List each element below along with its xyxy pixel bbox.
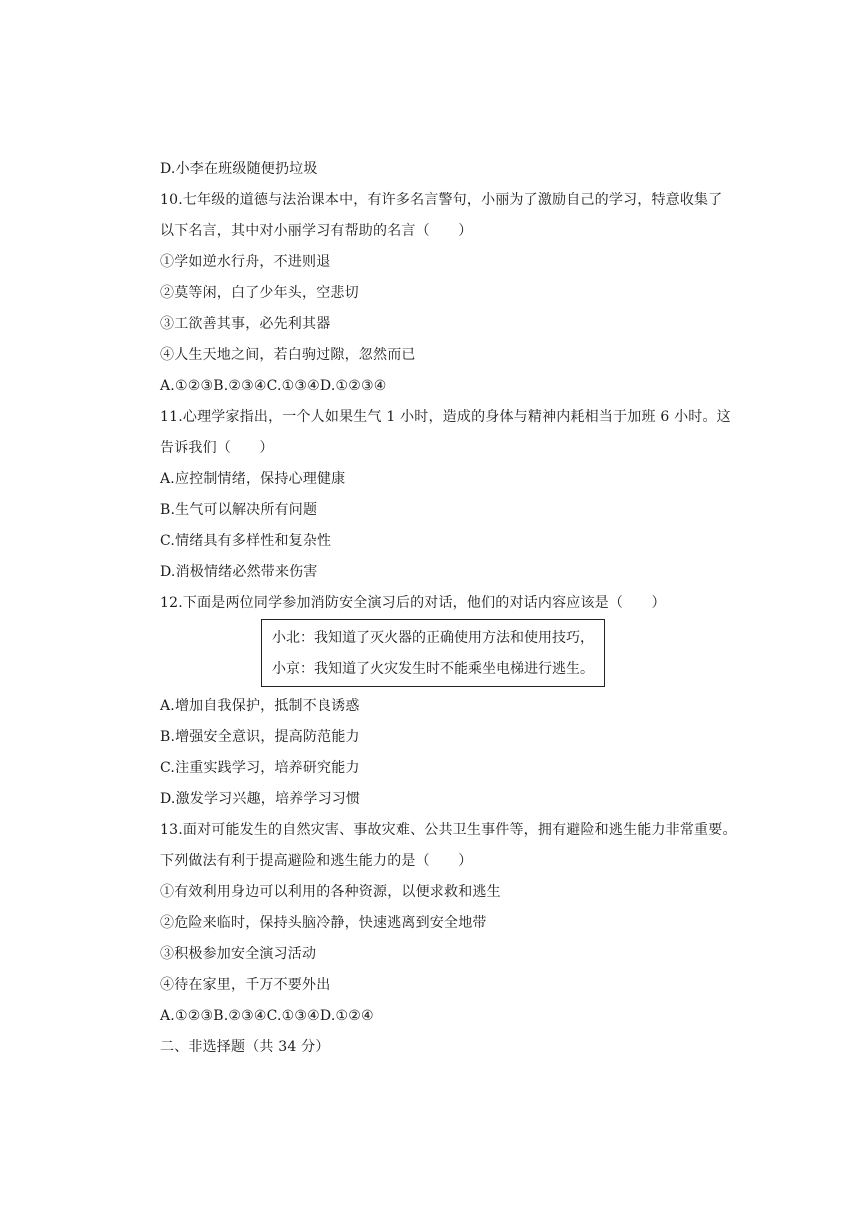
question-12-stem: 12.下面是两位同学参加消防安全演习后的对话，他们的对话内容应该是（ ） (160, 595, 666, 611)
dialog-line-xiaojing: 小京：我知道了火灾发生时不能乘坐电梯进行逃生。 (272, 661, 594, 677)
question-10-stem-cont: 以下名言，其中对小丽学习有帮助的名言（ ） (160, 223, 473, 239)
q13-options: A.①②③B.②③④C.①③④D.①②④ (160, 1008, 374, 1024)
option-d-q9: D.小李在班级随便扔垃圾 (160, 161, 318, 177)
question-11-stem-cont: 告诉我们（ ） (160, 440, 274, 456)
q13-item-4: ④待在家里，千万不要外出 (160, 977, 331, 993)
q12-option-c: C.注重实践学习，培养研究能力 (160, 760, 360, 776)
q13-item-3: ③积极参加安全演习活动 (160, 946, 317, 962)
dialog-box (261, 619, 605, 687)
question-13-stem: 13.面对可能发生的自然灾害、事故灾难、公共卫生事件等，拥有避险和逃生能力非常重要。 (160, 822, 737, 838)
q10-item-4: ④人生天地之间，若白驹过隙，忽然而已 (160, 347, 416, 363)
q10-options: A.①②③B.②③④C.①③④D.①②③④ (160, 378, 387, 394)
section-heading-non-choice: 二、非选择题（共 34 分） (160, 1039, 330, 1055)
question-13-stem-cont: 下列做法有利于提高避险和逃生能力的是（ ） (160, 853, 473, 869)
dialog-line-xiaobei: 小北：我知道了灭火器的正确使用方法和使用技巧， (272, 630, 594, 646)
q10-item-2: ②莫等闲，白了少年头，空悲切 (160, 285, 359, 301)
question-10-stem: 10.七年级的道德与法治课本中，有许多名言警句，小丽为了激励自己的学习，特意收集了 (160, 192, 723, 208)
q13-item-2: ②危险来临时，保持头脑冷静，快速逃离到安全地带 (160, 915, 487, 931)
q13-item-1: ①有效利用身边可以利用的各种资源，以便求救和逃生 (160, 884, 501, 900)
q11-option-c: C.情绪具有多样性和复杂性 (160, 533, 332, 549)
q12-option-a: A.增加自我保护，抵制不良诱惑 (160, 698, 360, 714)
q10-item-3: ③工欲善其事，必先利其器 (160, 316, 331, 332)
q11-option-b: B.生气可以解决所有问题 (160, 502, 318, 518)
q10-item-1: ①学如逆水行舟，不进则退 (160, 254, 331, 270)
q11-option-a: A.应控制情绪，保持心理健康 (160, 471, 346, 487)
q12-option-b: B.增强安全意识，提高防范能力 (160, 729, 360, 745)
q12-option-d: D.激发学习兴趣，培养学习习惯 (160, 791, 361, 807)
q11-option-d: D.消极情绪必然带来伤害 (160, 564, 318, 580)
question-11-stem: 11.心理学家指出，一个人如果生气 1 小时，造成的身体与精神内耗相当于加班 6 小时。这 (160, 409, 731, 425)
